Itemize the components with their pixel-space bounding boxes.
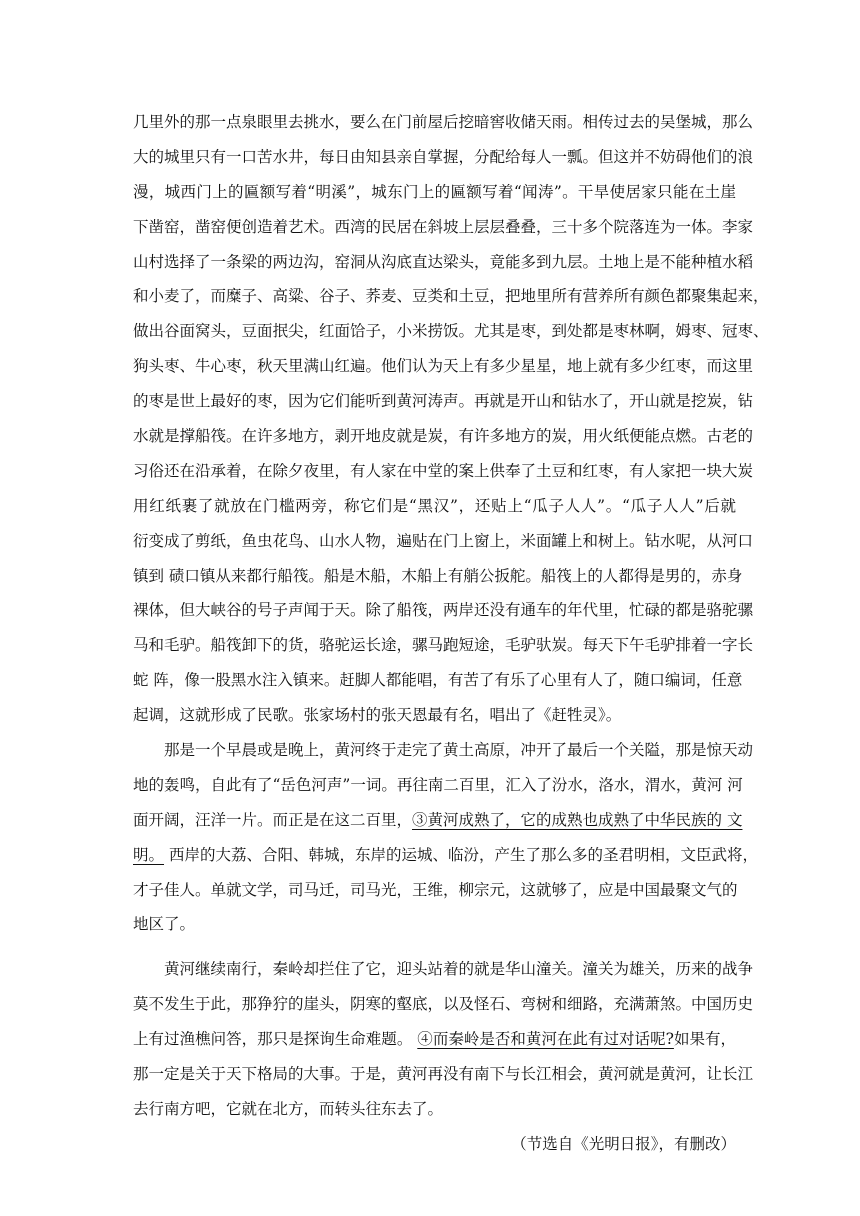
text-line: 那一定是关于天下格局的大事。于是，黄河再没有南下与长江相会，黄河就是黄河，让长江 bbox=[133, 1065, 754, 1084]
text-line: 习俗还在沿承着，在除夕夜里，有人家在中堂的案上供奉了土豆和红枣，有人家把一块大炭 bbox=[133, 461, 754, 480]
text-line: 马和毛驴。船筏卸下的货，骆驼运长途，骡马跑短途，毛驴驮炭。每天下午毛驴排着一字长 bbox=[133, 636, 754, 655]
text-line: 下凿窑，凿窑便创造着艺术。西湾的民居在斜坡上层层叠叠，三十多个院落连为一体。李家 bbox=[133, 217, 754, 236]
text-line: 那是一个早晨或是晚上，黄河终于走完了黄土高原，冲开了最后一个关隘，那是惊天动 bbox=[164, 741, 754, 760]
text-line bbox=[133, 803, 743, 838]
text-line: 水就是撑船筏。在许多地方，剥开地皮就是炭，有许多地方的炭，用火纸便能点燃。古老的 bbox=[133, 427, 754, 446]
text-line: 蛇 阵，像一股黑水注入镇来。赶脚人都能唱，有苦了有乐了心里有人了，随口编词，任意 bbox=[133, 671, 743, 690]
text-line: 大的城里只有一口苦水井，每日由知县亲自掌握，分配给每人一瓢。但这并不妨碍他们的浪 bbox=[133, 147, 754, 166]
text-line: 漫，城西门上的匾额写着“明溪”，城东门上的匾额写着“闻涛”。干旱使居家只能在土崖 bbox=[133, 182, 736, 201]
text-line: 的枣是世上最好的枣，因为它们能听到黄河涛声。再就是开山和钻水了，开山就是挖炭，钻 bbox=[133, 392, 754, 411]
text-line: 几里外的那一点泉眼里去挑水，要么在门前屋后挖暗窖收储天雨。相传过去的吴堡城，那么 bbox=[133, 113, 754, 131]
text-line: 和小麦了，而糜子、高粱、谷子、荞麦、豆类和土豆，把地里所有营养所有颜色都聚集起来， bbox=[133, 287, 769, 306]
text-line: 山村选择了一条梁的两边沟，窑洞从沟底直达梁头，竟能多到九层。土地上是不能种植水稻 bbox=[133, 252, 754, 271]
source-citation: （节选自《光明日报》，有删改） bbox=[511, 1134, 736, 1153]
text-line: 裸体，但大峡谷的号子声闻于天。除了船筏，两岸还没有通车的年代里，忙碌的都是骆驼骡 bbox=[133, 601, 754, 620]
text-line bbox=[133, 1022, 736, 1057]
text-line: 狗头枣、牛心枣，秋天里满山红遍。他们认为天上有多少星星，地上就有多少红枣，而这里 bbox=[133, 357, 754, 376]
paragraph-2 bbox=[133, 733, 758, 942]
text-span: 上有过渔樵问答，那只是探询生命难题。 bbox=[133, 1030, 418, 1049]
text-line: 衍变成了剪纸，鱼虫花鸟、山水人物，遍贴在门上窗上，米面罐上和树上。钻水呢，从河口 bbox=[133, 531, 754, 550]
text-line: 地的轰鸣，自此有了“岳色河声”一词。再往南二百里，汇入了汾水，洛水，渭水，黄河 河 bbox=[133, 775, 743, 794]
text-line: 才子佳人。单就文学，司马迁，司马光，王维，柳宗元，这就够了，应是中国最聚文气的 bbox=[133, 880, 738, 899]
underlined-sentence-4: ④而秦岭是否和黄河在此有过对话呢? bbox=[417, 1030, 674, 1049]
article-page bbox=[133, 105, 769, 1162]
text-line: 起调，这就形成了民歌。张家场村的张天恩最有名，唱出了《赶牲灵》。 bbox=[133, 706, 622, 725]
text-line: 镇到 碛口镇从来都行船筏。船是木船，木船上有艄公扳舵。船筏上的人都得是男的，赤身 bbox=[133, 566, 743, 585]
underlined-sentence-3-end: 明。 bbox=[133, 845, 165, 864]
text-line: 地区了。 bbox=[133, 915, 196, 934]
underlined-sentence-3: ③黄河成熟了，它的成熟也成熟了中华民族的 文 bbox=[412, 810, 743, 829]
text-line bbox=[133, 838, 758, 873]
text-span: 面开阔，汪洋一片。而正是在这二百里， bbox=[133, 810, 413, 829]
text-span: 如果有， bbox=[673, 1030, 736, 1049]
paragraph-3 bbox=[133, 952, 754, 1126]
text-line: 做出谷面窝头，豆面抿尖，红面饸子，小米捞饭。尤其是枣，到处都是枣林啊，姆枣、冠枣、 bbox=[133, 322, 769, 341]
text-line: 黄河继续南行，秦岭却拦住了它，迎头站着的就是华山潼关。潼关为雄关，历来的战争 bbox=[164, 960, 754, 979]
text-line: 去行南方吧，它就在北方，而转头往东去了。 bbox=[133, 1099, 444, 1118]
paragraph-1 bbox=[133, 105, 769, 733]
text-line: 莫不发生于此，那狰狞的崖头，阴寒的壑底，以及怪石、弯树和细路，充满萧煞。中国历史 bbox=[133, 995, 754, 1014]
text-span: 西岸的大荔、合阳、韩城，东岸的运城、临汾，产生了那么多的圣君明相，文臣武将， bbox=[164, 845, 758, 864]
text-line: 用红纸裹了就放在门槛两旁，称它们是“黑汉”，还贴上“瓜子人人”。“瓜子人人”后就 bbox=[133, 496, 736, 515]
